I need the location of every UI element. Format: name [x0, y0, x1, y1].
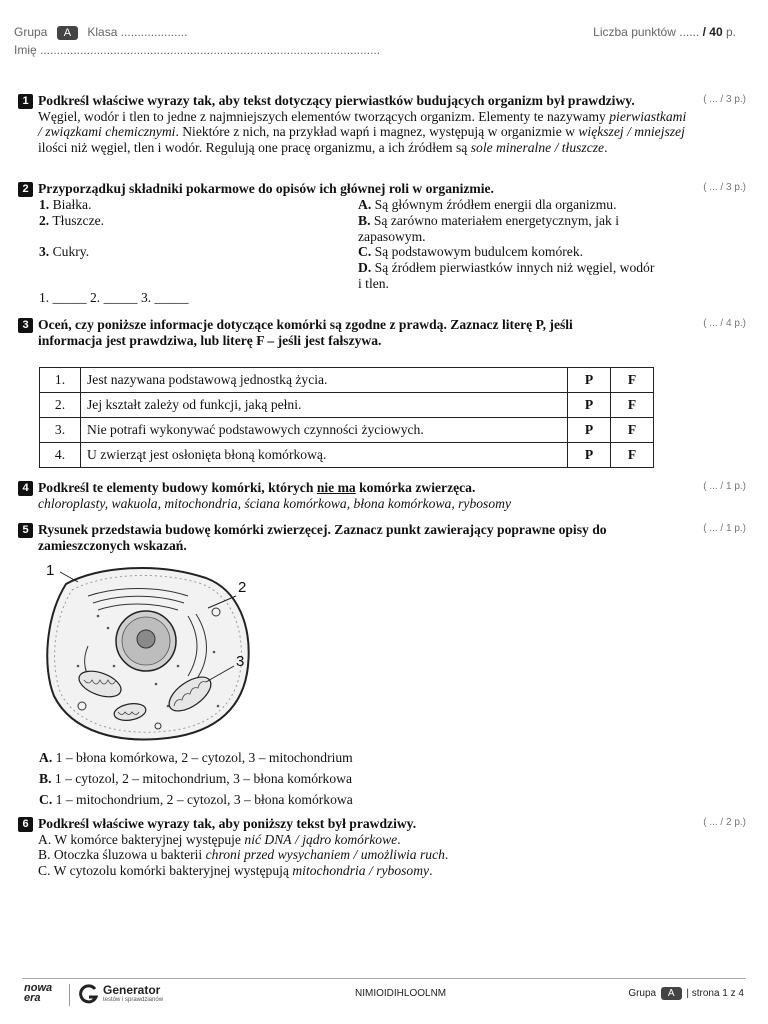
document-code: NIMIOIDIHLOOLNM: [355, 988, 447, 999]
question-points: ( ... / 3 p.): [703, 94, 746, 105]
option[interactable]: pierwiastkami: [609, 108, 687, 124]
question-4: [38, 480, 688, 511]
statement: Nie potrafi wykonywać podstawowych czynności życiowych.: [81, 418, 568, 443]
question-1: [38, 93, 688, 155]
generator-title: Generator: [103, 983, 161, 997]
answer-option-a[interactable]: A. 1 – błona komórkowa, 2 – cytozol, 3 – mitochondrium: [39, 750, 353, 765]
option[interactable]: sole mineralne: [470, 139, 552, 155]
true-false-table: [39, 367, 654, 468]
table-row: 2. Jej kształt zależy od funkcji, jaką pełni. P F: [40, 393, 654, 418]
pointer-label-1: 1: [46, 562, 55, 579]
table-row: 3. Nie potrafi wykonywać podstawowych czynności życiowych. P F: [40, 418, 654, 443]
nowa-era-logo: nowa era: [24, 982, 53, 1004]
match-right-item: D. Są źródłem pierwiastków innych niż węgiel, wodór i tlen.: [358, 260, 655, 291]
question-title: Rysunek przedstawia budowę komórki zwierzęcej. Zaznacz punkt zawierający poprawne opisy do zamieszczonych wskazań.: [38, 522, 607, 553]
points-label: Liczba punktów: [593, 25, 676, 39]
pointer-label-3: 3: [236, 653, 245, 670]
option[interactable]: mniejszej: [634, 124, 685, 140]
table-row: 4. U zwierząt jest osłonięta błoną komórkową. P F: [40, 443, 654, 468]
question-number: 6: [18, 817, 33, 832]
header-points: [593, 25, 736, 39]
group-label: Grupa: [14, 25, 48, 39]
option[interactable]: związkami chemicznymi: [45, 124, 176, 140]
option[interactable]: jądro komórkowe: [302, 831, 398, 847]
question-points: ( ... / 4 p.): [703, 318, 746, 329]
option[interactable]: chroni przed wysychaniem: [205, 847, 351, 863]
false-option[interactable]: F: [611, 368, 654, 393]
points-field[interactable]: ......: [679, 25, 700, 39]
answer-option-b[interactable]: B. 1 – cytozol, 2 – mitochondrium, 3 – błona komórkowa: [39, 771, 353, 786]
question-title: Podkreśl te elementy budowy komórki, których nie ma komórka zwierzęca.: [38, 480, 476, 495]
footer-page-info: Grupa A | strona 1 z 4: [628, 988, 744, 999]
statement: Jej kształt zależy od funkcji, jaką pełni.: [81, 393, 568, 418]
match-left-item: 2. Tłuszcze.: [39, 213, 105, 228]
header-name-row: [14, 43, 380, 57]
false-option[interactable]: F: [611, 443, 654, 468]
option[interactable]: nić DNA: [244, 831, 292, 847]
question-5-title: [38, 522, 658, 553]
false-option[interactable]: F: [611, 393, 654, 418]
page-number: | strona 1 z 4: [686, 988, 744, 999]
option[interactable]: większej: [578, 124, 624, 140]
question-title: Przyporządkuj składniki pokarmowe do opisów ich głównej roli w organizmie.: [38, 181, 494, 196]
true-option[interactable]: P: [568, 443, 611, 468]
question-number: 1: [18, 94, 33, 109]
match-right-item: A. Są głównym źródłem energii dla organizmu.: [358, 197, 617, 212]
footer-divider: [22, 978, 746, 979]
class-field[interactable]: ....................: [120, 25, 188, 39]
statement: Jest nazywana podstawową jednostką życia.: [81, 368, 568, 393]
match-left-item: 1. Białka.: [39, 197, 92, 212]
logo-divider: [69, 984, 70, 1006]
question-3-title: [38, 317, 638, 348]
question-points: ( ... / 1 p.): [703, 523, 746, 534]
element-list[interactable]: chloroplasty, wakuola, mitochondria, ściana komórkowa, błona komórkowa, rybosomy: [38, 495, 511, 511]
match-right-item: C. Są podstawowym budulcem komórek.: [358, 244, 584, 259]
answer-options: [39, 747, 353, 810]
question-text: Węgiel, wodór i tlen to jedne z najmniejszych elementów tworzących organizm. Elementy te nazywamy pierwiastkami / związkami chemicznymi. Niektóre z nich, na przykład wapń i magnez, występują w organizmie w większej / mniejszej ilości niż węgiel, tlen i wodór. Regulują one pracę organizmu, a ich źródłem są sole mineralne / tłuszcze.: [38, 108, 687, 155]
statement-a: A. W komórce bakteryjnej występuje nić DNA / jądro komórkowe.: [38, 831, 401, 847]
class-label: Klasa: [87, 25, 118, 39]
generator-logo-icon: [78, 983, 100, 1005]
table-row: 1. Jest nazywana podstawową jednostką życia. P F: [40, 368, 654, 393]
false-option[interactable]: F: [611, 418, 654, 443]
points-total: 40: [709, 25, 723, 39]
option[interactable]: mitochondria: [292, 862, 366, 878]
true-option[interactable]: P: [568, 393, 611, 418]
pointer-label-2: 2: [238, 579, 247, 596]
true-option[interactable]: P: [568, 368, 611, 393]
question-number: 3: [18, 318, 33, 333]
answer-option-c[interactable]: C. 1 – mitochondrium, 2 – cytozol, 3 – błona komórkowa: [39, 792, 353, 807]
points-unit: p.: [725, 25, 736, 39]
points-sep: /: [702, 25, 706, 39]
true-option[interactable]: P: [568, 418, 611, 443]
question-title: Podkreśl właściwe wyrazy tak, aby poniższy tekst był prawdziwy.: [38, 816, 417, 831]
header-group-row: [14, 25, 187, 40]
question-title: Oceń, czy poniższe informacje dotyczące komórki są zgodne z prawdą. Zaznacz literę P, jeśli informacja jest prawdziwa, lub literę F – jeśli jest fałszywa.: [38, 317, 573, 348]
name-field[interactable]: ......................................................................................................: [40, 43, 381, 57]
question-number: 5: [18, 523, 33, 538]
statement-c: C. W cytozolu komórki bakteryjnej występują mitochondria / rybosomy.: [38, 862, 433, 878]
question-points: ( ... / 2 p.): [703, 817, 746, 828]
nucleolus: [137, 630, 155, 648]
question-number: 4: [18, 481, 33, 496]
generator-subtitle: testów i sprawdzianów: [103, 997, 164, 1003]
option[interactable]: umożliwia ruch: [360, 847, 445, 863]
option[interactable]: rybosomy: [376, 862, 430, 878]
statement-b: B. Otoczka śluzowa u bakterii chroni przed wysychaniem / umożliwia ruch.: [38, 847, 449, 863]
question-6: [38, 816, 688, 878]
match-left-item: 3. Cukry.: [39, 244, 90, 259]
question-2-title: [38, 181, 688, 197]
question-title: Podkreśl właściwe wyrazy tak, aby tekst dotyczący pierwiastków budujących organizm był prawdziwy.: [38, 93, 635, 108]
match-right-item: B. Są zarówno materiałem energetycznym, jak i zapasowym.: [358, 213, 619, 244]
question-number: 2: [18, 182, 33, 197]
option[interactable]: tłuszcze: [561, 139, 605, 155]
question-points: ( ... / 3 p.): [703, 182, 746, 193]
name-label: Imię: [14, 43, 37, 57]
animal-cell-diagram: [38, 556, 258, 746]
statement: U zwierząt jest osłonięta błoną komórkową.: [81, 443, 568, 468]
answer-blanks[interactable]: 1. _____ 2. _____ 3. _____: [39, 290, 189, 305]
footer-group-badge: A: [661, 987, 682, 1000]
group-badge: A: [57, 26, 78, 40]
question-points: ( ... / 1 p.): [703, 481, 746, 492]
